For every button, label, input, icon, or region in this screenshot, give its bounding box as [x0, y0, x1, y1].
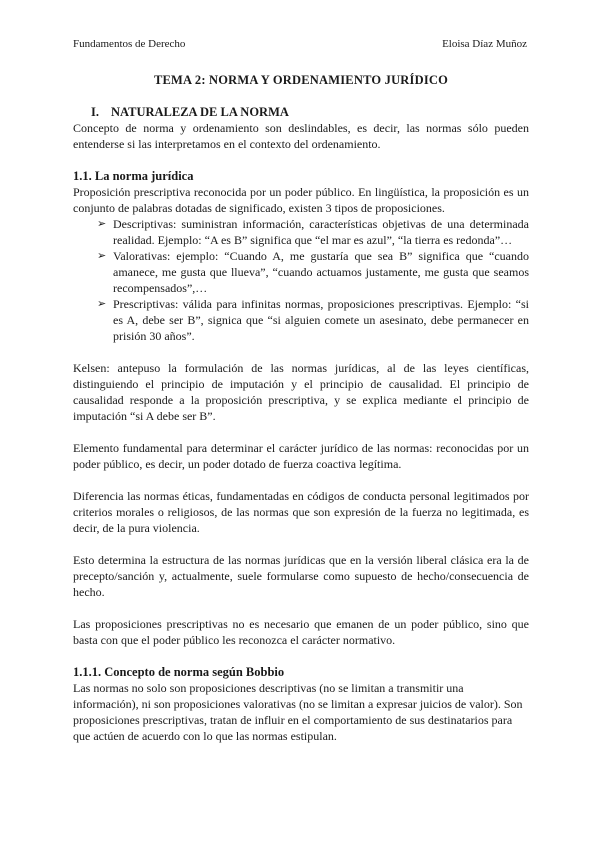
- list-item: [97, 216, 529, 248]
- list-item-text: Prescriptivas: válida para infinitas normas, proposiciones prescriptivas. Ejemplo: “si es A, debe ser B”, signica que “si alguien comete un asesinato, debe permanecer en prisión 30 años”.: [113, 297, 529, 343]
- arrow-bullet-icon: ➢: [97, 297, 107, 310]
- header-author: Eloisa Díaz Muñoz: [442, 38, 527, 50]
- document-title: TEMA 2: NORMA Y ORDENAMIENTO JURÍDICO: [153, 73, 449, 87]
- arrow-bullet-icon: ➢: [97, 217, 107, 230]
- list-item: [97, 296, 529, 344]
- proposition-types-list: [73, 216, 529, 344]
- subsection-heading-1-1: 1.1. La norma jurídica: [73, 169, 194, 183]
- list-item-text: Descriptivas: suministran información, características objetivas de una determinada realidad. Ejemplo: “A es B” significa que “el mar es azul”, “la tierra es redonda”…: [113, 217, 529, 247]
- kelsen-paragraph: Kelsen: antepuso la formulación de las normas jurídicas, al de las leyes científicas, distinguiendo el principio de imputación y el principio de causalidad. El principio de causalidad responde a la proposición prescriptiva, y se explica mediante el principio de imputación “si A debe ser B”.: [73, 361, 529, 423]
- estructura-paragraph: Esto determina la estructura de las normas jurídicas que en la versión liberal clásica era la de precepto/sanción y, actualmente, suele formularse como supuesto de hecho/consecuencia de hecho.: [73, 553, 529, 599]
- section-title: NATURALEZA DE LA NORMA: [111, 105, 289, 119]
- diferencia-paragraph: Diferencia las normas éticas, fundamentadas en códigos de conducta personal legitimados por criterios morales o religiosos, de las normas que son expresión de la fuerza no legitimada, es decir, de la pura violencia.: [73, 489, 529, 535]
- list-item: [97, 248, 529, 296]
- subsection-heading-1-1-1: 1.1.1. Concepto de norma según Bobbio: [73, 665, 285, 679]
- header-course: Fundamentos de Derecho: [73, 38, 186, 50]
- section-intro-paragraph: Concepto de norma y ordenamiento son deslindables, es decir, las normas sólo pueden entenderse si las interpretamos en el contexto del ordenamiento.: [73, 121, 529, 151]
- list-item-text: Valorativas: ejemplo: “Cuando A, me gustaría que sea B” significa que “cuando amanece, me gusta que llueva”, “cuando actuamos justamente, me gusta que seamos recompensados”,…: [113, 249, 529, 295]
- bobbio-paragraph: Las normas no solo son proposiciones descriptivas (no se limitan a transmitir una información), ni son proposiciones valorativas (no se limitan a expresar juicios de valor). Son proposiciones prescriptivas, tratan de influir en el comportamiento de sus destinatarios para que actúen de acuerdo con lo que las normas estipulan.: [73, 681, 523, 743]
- proposiciones-paragraph: Las proposiciones prescriptivas no es necesario que emanen de un poder público, sino que basta con que el poder público les reconozca el carácter normativo.: [73, 617, 529, 647]
- page-content: [73, 72, 529, 744]
- norma-juridica-paragraph: Proposición prescriptiva reconocida por un poder público. En lingüística, la proposición es un conjunto de palabras dotadas de significado, existen 3 tipos de proposiciones.: [73, 185, 529, 215]
- elemento-fundamental-paragraph: Elemento fundamental para determinar el carácter jurídico de las normas: reconocidas por un poder público, es decir, un poder dotado de fuerza coactiva legítima.: [73, 441, 529, 471]
- section-heading-1: [91, 104, 529, 120]
- arrow-bullet-icon: ➢: [97, 249, 107, 262]
- section-number: I.: [91, 105, 99, 119]
